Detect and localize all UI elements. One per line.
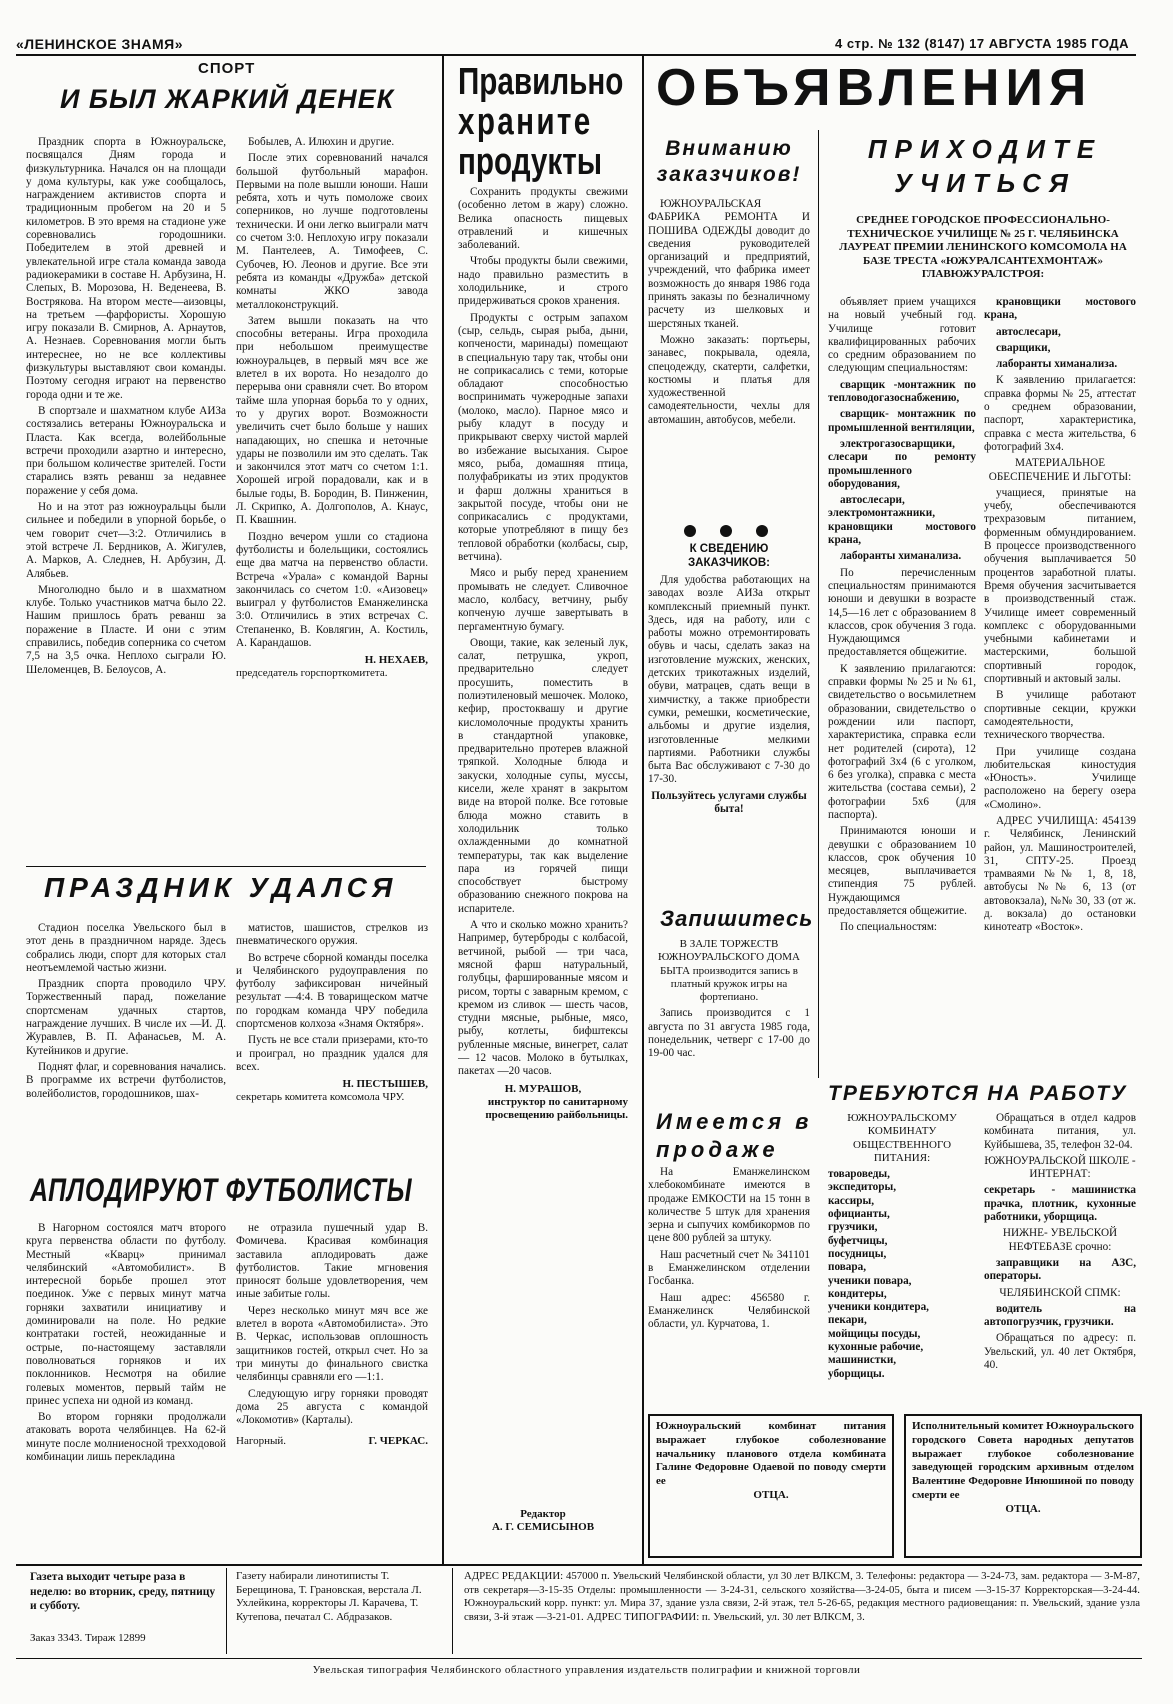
holiday-signature [236, 1078, 428, 1104]
football-p2: Во втором горняки продолжали атаковать ворота челябинцев. На 62-й минуте после молниеносной трехходовой комбинации лишь перекладина [26, 1411, 226, 1464]
condolence-box-1 [648, 1414, 894, 1558]
enroll-sub: В ЗАЛЕ ТОРЖЕСТВ ЮЖНОУРАЛЬСКОГО ДОМА БЫТА производится запись в платный кружок игры на фортепиано. [658, 938, 800, 1004]
school-col-2 [984, 296, 1136, 1096]
masthead-right: 4 стр. № 132 (8147) 17 АВГУСТА 1985 ГОДА [834, 36, 1129, 51]
jobs-spmk-list: водитель на автопогрузчик, грузчики. [984, 1302, 1136, 1329]
school-spec-4: автослесари, электромонтажники, крановщики мостового крана, [828, 494, 976, 547]
job-item: буфетчицы, [828, 1234, 888, 1247]
dot [756, 525, 768, 537]
sale-headline: Имеется в продаже [656, 1109, 813, 1162]
holiday-p1: Стадион поселка Увельского был в этот день в праздничном наряде. Здесь собрались люди, спорт для которых стал неотъемлемой частью жизни. [26, 922, 226, 974]
food-headline-line-1: Правильно [458, 61, 624, 103]
sale-text: На Еманжелинском хлебокомбинате имеются в продаже ЕМКОСТИ на 15 тонн в количестве 5 штук для хранения зерна и сыпучих комбикормов по цене 800 рублей за штуку. [648, 1166, 810, 1245]
job-item: ученики кондитера, [828, 1301, 929, 1314]
jobs-school-list: секретарь - машинистка прачка, плотник, кухонные работники, уборщица. [984, 1184, 1136, 1224]
jobs-kombinat: ЮЖНОУРАЛЬСКОМУ КОМБИНАТУ ОБЩЕСТВЕННОГО ПИТАНИЯ: [847, 1112, 957, 1164]
holiday-col-1 [26, 922, 226, 1170]
football-author: Г. ЧЕРКАС. [368, 1435, 428, 1448]
holiday-author-role: секретарь комитета комсомола ЧРУ. [236, 1091, 405, 1104]
enroll-body [648, 938, 810, 1102]
divider [26, 866, 426, 867]
sport-p3: Но и на этот раз южноуральцы были сильнее и победили в упорной борьбе, о чем говорит счет—3:2. Отличились в этой встрече Л. Бердников, А. Жигулев, А. Марков, А. Следнев, Н. Арбузин, Д. Алябьев. [26, 501, 226, 580]
jobs-col-1 [828, 1112, 976, 1408]
footer-schedule: Газета выходит четыре раза в неделю: во вторник, среду, пятницу и субботу. [30, 1571, 216, 1612]
food-p4: Мясо и рыбу перед хранением промывать не следует. Сливочное масло, колбасу, ветчину, рыбу копченую лучше завертывать в пергаментную бумагу. [458, 567, 628, 633]
football-col-2 [236, 1222, 428, 1558]
jobs-headline: ТРЕБУЮТСЯ НА РАБОТУ [828, 1082, 1128, 1105]
school-p3: К заявлению прилагаются: справки формы № 25 и № 61, свидетельство о восьмилетнем образовании, свидетельство о рождении или паспорт, характеристика, справка если нет родителей (сирота), 12 фотографий 3х4 (6 с уголком, 6 без уголка), справка с места жительства (состава семьи), 2 фотографии 5х6 (для паспорта). [828, 662, 976, 821]
job-item: пекари, [828, 1314, 867, 1327]
school-p7: учащиеся, принятые на учебу, обеспечиваются трехразовым питанием, форменным обмундированием. В процессе производственного обучения выплачивается 50 процентов заработной платы. Время обучения засчитывается в производственный стаж. Училище имеет современный комплекс с оборудованными учебными кабинетами и мастерскими, большой спортивный городок, спортивный и актовый залы. [984, 486, 1136, 686]
school-spec-5: лаборанты химанализа. [840, 550, 962, 563]
ads-title: ОБЪЯВЛЕНИЯ [656, 59, 1093, 117]
holiday-p4: матистов, шашистов, стрелков из пневматического оружия. [236, 922, 428, 948]
notice-body [648, 574, 810, 902]
sport-p8: Поздно вечером ушли со стадиона футболисты и болельщики, состоялись еще два матча на первенство области. Встреча «Урала» с командой Варны закончилась со счетом 1:0. «Аизовец» выиграл у футболистов Еманжелинска 3:0. Отличились в этих встречах С. Степаненко, В. Ковлягин, А. Костиль, А. Карандашов. [236, 530, 428, 649]
job-item: грузчики, [828, 1221, 878, 1234]
job-item: кондитеры, [828, 1287, 887, 1300]
school-address: АДРЕС УЧИЛИЩА: 454139 г. Челябинск, Ленинский район, ул. Машиностроителей, 31, СПТУ-25. Проезд трамваями №№ 1, 8, 18, автобусы №№ 6, 13 (от автовокзала), №№ 30, 33 (от ж. д. вокзала) до остановки кинотеатр «Восток». [984, 814, 1136, 934]
football-p3: не отразила пушечный удар В. Фомичева. Красивая комбинация заставила аплодировать даже футболистов. Такие мгновения приносят больше удовлетворения, чем иные забитые голы. [236, 1222, 428, 1301]
food-headline-line-2: храните [458, 101, 593, 143]
job-item: посудницы, [828, 1247, 887, 1260]
school-headline: ПРИХОДИТЕ УЧИТЬСЯ [867, 134, 1103, 198]
school-benefits-head: МАТЕРИАЛЬНОЕ ОБЕСПЕЧЕНИЕ И ЛЬГОТЫ: [988, 457, 1132, 483]
school-intro: СРЕДНЕЕ ГОРОДСКОЕ ПРОФЕССИОНАЛЬНО-ТЕХНИЧЕСКОЕ УЧИЛИЩЕ № 25 Г. ЧЕЛЯБИНСКА ЛАУРЕАТ ПРЕМИИ ЛЕНИНСКОГО КОМСОМОЛА НА БАЗЕ ТРЕСТА «ЮЖУРАЛСАНТЕХМОНТАЖ» ГЛАВЮЖУРАЛСТРОЯ: [839, 214, 1127, 280]
condolence-2-tail: ОТЦА. [1005, 1502, 1041, 1515]
sport-p1: Праздник спорта в Южноуральске, посвящался Дням города и физкультурника. Начался он на площади у дома культуры, как уже сообщалось, награждением активистов спорта и традиционным пробегом на 20 и 5 километров. В это время на стадионе уже соревновались городошники. Победителем в этой древней и увлекательной игре стала команда завода радиокерамики в составе Н. Арбузина, Н. Слепых, В. Морозова, Н. Веденеева, В. Вострякова. На втором месте—аизовцы, на третьем —фарфористы. Хорошую игру показали В. Смирнов, А. Арнаутов, А. Незнаев. Соревнования могли быть интереснее, но не все коллективы физкультуры выставляют свои команды. Поэтому сегодня играют на первенство города одни и те же. [26, 136, 226, 401]
separator-dots [672, 524, 780, 542]
holiday-p3: Поднят флаг, и соревнования начались. В программе их встречи футболистов, волейболистов, городошников, шах- [26, 1060, 226, 1100]
job-item: уборщицы. [828, 1367, 885, 1380]
footer-address: АДРЕС РЕДАКЦИИ: 457000 п. Увельский Челябинской области, ул 30 лет ВЛКСМ, 3. Телефоны: редактора — 3-24-73, зам. редактора — 3-М-87, отв секретаря—3-15-35 Отделы: промышленности — 3-24-31, сельского хозяйства—3-24-05, быта и писем —3-15-37 Корректорская—3-24-44. Южноуральский корр. пункт: ул. Мира 37, здание узла связи, 2-й этаж, тел 5-26-65, редакция местного радиовещания: п. Увельский, здание узла связи, 3-й этаж —3-21-01. АДРЕС ТИПОГРАФИИ: п. Увельский, ул. 30 лет ВЛКСМ, 3. [464, 1570, 1140, 1623]
jobs-col-2 [984, 1112, 1136, 1408]
school-spec-6: крановщики мостового крана, [984, 296, 1136, 322]
football-col-1 [26, 1222, 226, 1558]
editor-block [458, 1508, 628, 1534]
editor-name: А. Г. СЕМИСЫНОВ [491, 1521, 595, 1533]
sport-col-1 [26, 136, 226, 860]
food-p3: Продукты с острым запахом (сыр, сельдь, сырая рыба, дыни, копчености, маринады) помещают в специальную тару так, чтобы они не соприкасались с теми, которые обладают способностью воспринимать чужеродные запахи (молоко, масло). Парное мясо и рыбу кладут в посуду и прикрывают сверху чистой марлей во избежание высыхания. Сырое мясо, рыба, домашняя птица, полуфабрикаты из этих продуктов и фарш должны храниться в закрытой посуде, чтобы они не соприкасались с продуктами, которые употребляют в пищу без тепловой обработки (колбасы, сыр, ветчина). [458, 311, 628, 564]
holiday-author: Н. ПЕСТЫШЕВ, [342, 1078, 428, 1091]
sale-account: Наш расчетный счет № 341101 в Еманжелинском отделении Госбанка. [648, 1248, 810, 1288]
holiday-col-2 [236, 922, 428, 1170]
football-headline: АПЛОДИРУЮТ ФУТБОЛИСТЫ [30, 1172, 413, 1208]
job-item: повара, [828, 1261, 867, 1274]
editor-label: Редактор [520, 1508, 566, 1520]
dot [684, 525, 696, 537]
jobs-kombinat-list [828, 1168, 976, 1381]
sport-author-role: председатель горспорткомитета. [236, 667, 388, 680]
school-p2: По перечисленным специальностям принимаются юноши и девушки в возрасте 14,5—16 лет с образованием 8 классов, срок обучения 3 года. Нуждающимся предоставляется общежитие. [828, 566, 976, 659]
school-p1: объявляет прием учащихся на новый учебный год. Училище готовит квалифицированных рабочих со средним образованием по следующим специальностям: [828, 296, 976, 375]
job-item: мойщицы посуды, [828, 1327, 921, 1340]
masthead-left: «ЛЕНИНСКОЕ ЗНАМЯ» [16, 36, 184, 52]
condolence-2-text: Исполнительный комитет Южноуральского городского Совета народных депутатов выражает глубокое соболезнование заведующей городским архивным отделом Валентине Федоровне Инюшиной по поводу смерти ее [912, 1420, 1134, 1501]
sport-p6: После этих соревнований начался большой футбольный марафон. Первыми на поле вышли юноши. Наши ребята, хоть и чуть помоложе своих соперников, но лучше подготовлены технически. И они легко выиграли матч со счетом 3:0. Неплохую игру показали М. Пантелеев, А. Тимофеев, С. Субочев, Ю. Леонов и другие. Все эти ребята из команды «Дружба» детской комнаты ЖКО завода металлоконструкций. [236, 152, 428, 311]
sale-body [648, 1166, 810, 1406]
footer-rule [16, 1564, 1142, 1566]
notice-text: Для удобства работающих на заводах возле АИЗа открыт комплексный приемный пункт. Здесь, идя на работу, или с работы можно отремонтировать обувь и часы, сделать заказ на изготовление мужских, женских, детских трикотажных изделий, обуви, матрацев, сдать вещи в химчистку, а также приобрести сумки, ремешки, косметические, альбомы и другие изделия, изготовленные мелкими партиями. Работники службы быта Вас обслуживают с 7-30 до 17-30. [648, 574, 810, 786]
school-p4: Принимаются юноши и девушки с образованием 10 классов, срок обучения 10 месяцев, выплачивается стипендия 75 рублей. Нуждающимся предоставляется общежитие. [828, 825, 976, 918]
condolence-1-text: Южноуральский комбинат питания выражает глубокое соболезнование начальнику планового отдела комбината Галине Федоровне Одаевой по поводу смерти ее [656, 1420, 886, 1488]
sport-signature [236, 654, 428, 680]
sport-p5: Бобылев, А. Илюхин и другие. [248, 136, 395, 148]
holiday-p5: Во встрече сборной команды поселка и Челябинского рудоуправления по футболу зафиксирован ничейный результат —4:4. В товарищеском матче по городкам команда ЧРУ победила спортсменов колхоза «Знамя Октября». [236, 951, 428, 1031]
job-item: товароведы, [828, 1168, 890, 1181]
holiday-p2: Праздник спорта проводило ЧРУ. Торжественный парад, пожелание спортсменам удачных стартов, награждение лучших. В числе их —И. Д. Журавлев, В. П. Афанасьев, М. А. Кутейников и другие. [26, 978, 226, 1057]
food-author: Н. МУРАШОВ, [504, 1082, 582, 1095]
attention-p1: ЮЖНОУРАЛЬСКАЯ ФАБРИКА РЕМОНТА И ПОШИВА ОДЕЖДЫ доводит до сведения руководителей организаций и предприятий, учреждений, что фабрика имеет возможность до января 1986 года принять заказы по безналичному расчету из шелковых и шерстяных тканей. [648, 198, 810, 330]
food-p2: Чтобы продукты были свежими, надо правильно разместить в холодильнике, и строго придерживаться сроков хранения. [458, 255, 628, 308]
sport-p2: В спортзале и шахматном клубе АИЗа состязались ветераны Южноуральска и Пласта. Как всегда, волейбольные встречи проходили азартно и интересно, при большом количестве зрителей. Гости старались взять реванш за недавнее поражение у себя дома. [26, 404, 226, 497]
column-rule-left [442, 56, 444, 1564]
food-body [458, 186, 628, 1508]
school-p8: В училище работают спортивные секции, кружки самодеятельности, технического творчества. [984, 689, 1136, 742]
holiday-headline: ПРАЗДНИК УДАЛСЯ [44, 872, 398, 903]
notice-headline: К СВЕДЕНИЮ ЗАКАЗЧИКОВ: [687, 543, 771, 569]
food-signature [458, 1083, 628, 1122]
school-spec-1: сварщик -монтажник по тепловодогазоснабжению, [828, 378, 976, 405]
school-spec-8: сварщики, [996, 341, 1051, 354]
enroll-text: Запись производится с 1 августа по 31 августа 1985 года, понедельник, четверг с 17-00 до 19-00 час. [648, 1007, 810, 1060]
football-signature [236, 1435, 428, 1447]
school-p5: По специальностям: [840, 921, 938, 934]
job-item: экспедиторы, [828, 1181, 897, 1194]
job-item: официанты, [828, 1208, 890, 1221]
condolence-1-tail: ОТЦА. [753, 1488, 789, 1501]
food-author-role: инструктор по санитарному просвещению райбольницы. [485, 1095, 628, 1121]
sport-col-2 [236, 136, 428, 860]
food-headline-line-3: продукты [458, 141, 603, 183]
masthead-rule [16, 54, 1136, 56]
sport-p7: Затем вышли показать на что способны ветераны. Игра проходила при небольшом преимуществе южноуральцев, в первый мяч все же влетел в их ворота. Но незадолго до перерыва они сравняли счет. Во втором тайме шла упорная борьба то у одних, то у других ворот. Возможности увеличить счет было больше у наших нападающих, но спешка и неточные удары не позволили им это сделать. Так и закончился этот матч со счетом 1:1. Хорошей игрой порадовали, как и в былые годы, В. Бородин, В. Пинженин, Л. Скрипко, А. Долгополов, А. Кнаус, П. Квашнин. [236, 314, 428, 527]
jobs-spmk: ЧЕЛЯБИНСКОЙ СПМК: [999, 1286, 1121, 1299]
enroll-headline: Запишитесь [660, 906, 814, 931]
jobs-neft: НИЖНЕ- УВЕЛЬСКОЙ НЕФТЕБАЗЕ срочно: [1002, 1227, 1118, 1253]
football-p4: Через несколько минут мяч все же влетел в ворота «Автомобилиста». Это В. Черкас, использовав оплошность защитников гостей, открыл счет. Но за три минуты до финального свистка челябинцы сравняли его —1:1. [236, 1304, 428, 1384]
job-item: машинистки, [828, 1354, 897, 1367]
ads-inner-rule [818, 130, 819, 1078]
column-rule-right [642, 56, 644, 1564]
dot [720, 525, 732, 537]
footer-typeset: Газету набирали линотиписты Т. Берещинова, Т. Грановская, верстала Л. Ухлейкина, корректоры Л. Карачева, Т. Кутепова, печатал С. Абдразаков. [236, 1570, 422, 1623]
football-place: Нагорный. [236, 1435, 286, 1448]
sport-p4: Многолюдно было и в шахматном клубе. Только участников матча было 22. Нашим пришлось брать реванш за поражение в Пласте. И они с этим справились, победив соперника со счетом 7,5 на 3,5 очка. Неплохо сыграли Ю. Шеломенцев, В. Белоусов, А. [26, 583, 226, 676]
school-col-1 [828, 296, 976, 1096]
food-p5: Овощи, такие, как зеленый лук, салат, петрушка, укроп, предварительно следует просушить, поместить в полиэтиленовый мешочек. Молоко, кефир, простоквашу и другие кисломолочные продукты хранить в стандартной упаковке, предварительно протерев влажной тряпкой. Холодные блюда и закуски, холодные супы, муссы, кисели, желе хранят в закрытом виде на второй полке. Все готовые блюда можно ставить в холодильник только охлажденными до комнатной температуры, так как выделение пара из горячей пищи способствует быстрому образованию снежного покрова на испарителе. [458, 636, 628, 915]
footer-order: Заказ 3343. Тираж 12899 [30, 1632, 146, 1644]
holiday-p6: Пусть не все стали призерами, кто-то и проиграл, но праздник удался для всех. [236, 1034, 428, 1073]
school-spec-9: лаборанты химанализа. [996, 358, 1118, 371]
attention-p2: Можно заказать: портьеры, занавес, покрывала, одеяла, спецодежду, скатерти, салфетки, костюмы и платья для художественной самодеятельности, чехлы для автомашин, автобусов, мебели. [648, 333, 810, 426]
jobs-spmk-addr: Обращаться по адресу: п. Увельский, ул. 40 лет Октября, 40. [984, 1332, 1136, 1372]
jobs-neft-list: заправщики на АЗС, операторы. [984, 1256, 1136, 1283]
sport-rubric: СПОРТ [198, 60, 256, 77]
condolence-box-2 [904, 1414, 1142, 1558]
school-p9: При училище создана любительская киностудия «Юность». Училище расположено на берегу озера «Смолино». [984, 745, 1136, 811]
school-spec-2: сварщик- монтажник по промышленной вентиляции, [828, 408, 976, 434]
sale-address: Наш адрес: 456580 г. Еманжелинск Челябинской области, ул. Курчатова, 1. [648, 1291, 810, 1331]
attention-headline: Вниманию заказчиков! [656, 137, 802, 186]
school-spec-7: автослесари, [996, 325, 1061, 338]
jobs-kombinat-addr: Обращаться в отдел кадров комбината питания, ул. Куйбышева, 35, телефон 32-04. [984, 1112, 1136, 1151]
sport-headline: И БЫЛ ЖАРКИЙ ДЕНЕК [60, 84, 395, 114]
notice-footer: Пользуйтесь услугами службы быта! [651, 789, 807, 816]
football-p1: В Нагорном состоялся матч второго круга первенства области по футболу. Местный «Кварц» принимал челябинский «Автомобилист». В интересной борьбе прошел этот поединок. Уже с первых минут матча горняки захватили инициативу и доминировали на поле. Но редкие контратаки гостей, неожиданные и острые, по-настоящему заставляли поволноваться горняков и их поклонников. Несмотря на обилие голевых моментов, первый тайм не принес успеха ни одной из команд. [26, 1222, 226, 1407]
food-headline [458, 62, 628, 182]
footer-rule-1 [226, 1568, 227, 1654]
jobs-school: ЮЖНОУРАЛЬСКОЙ ШКОЛЕ - ИНТЕРНАТ: [984, 1154, 1136, 1181]
food-p1: Сохранить продукты свежими (особенно летом в жару) сложно. Велика опасность пищевых отравлений и кишечных заболеваний. [458, 186, 628, 252]
job-item: ученики повара, [828, 1274, 912, 1287]
footer-rule-bottom [16, 1658, 1142, 1659]
footer-rule-2 [452, 1568, 453, 1654]
school-spec-3: электрогазосварщики, слесари по ремонту промышленного оборудования, [828, 437, 976, 490]
footer-printer: Увельская типография Челябинского областного управления издательств полиграфии и книжной торговли [312, 1664, 861, 1676]
food-p6: А что и сколько можно хранить? Например, бутерброды с колбасой, ветчиной, рыбой — три часа, мясной фарш натуральный, голубцы, фаршированные мясом и рисом, торты с заварным кремом, с кремом из сливок — шесть часов, студни мясные, рыбные, мясо, рыбу, котлеты, бифштексы рубленные мясные, винегрет, салат — 12 часов. Молоко в бутылках, пакетах —20 часов. [458, 919, 628, 1078]
school-p6: К заявлению прилагается: справка формы № 25, аттестат о среднем образовании, паспорт, характеристика, справка с места жительства, 6 фотографий 3х4. [984, 374, 1136, 453]
job-item: кухонные рабочие, [828, 1341, 924, 1354]
attention-body [648, 198, 810, 524]
sport-author: Н. НЕХАЕВ, [364, 654, 428, 667]
job-item: кассиры, [828, 1194, 875, 1207]
football-p5: Следующую игру горняки проводят дома 25 августа с командой «Локомотив» (Карталы). [236, 1387, 428, 1427]
